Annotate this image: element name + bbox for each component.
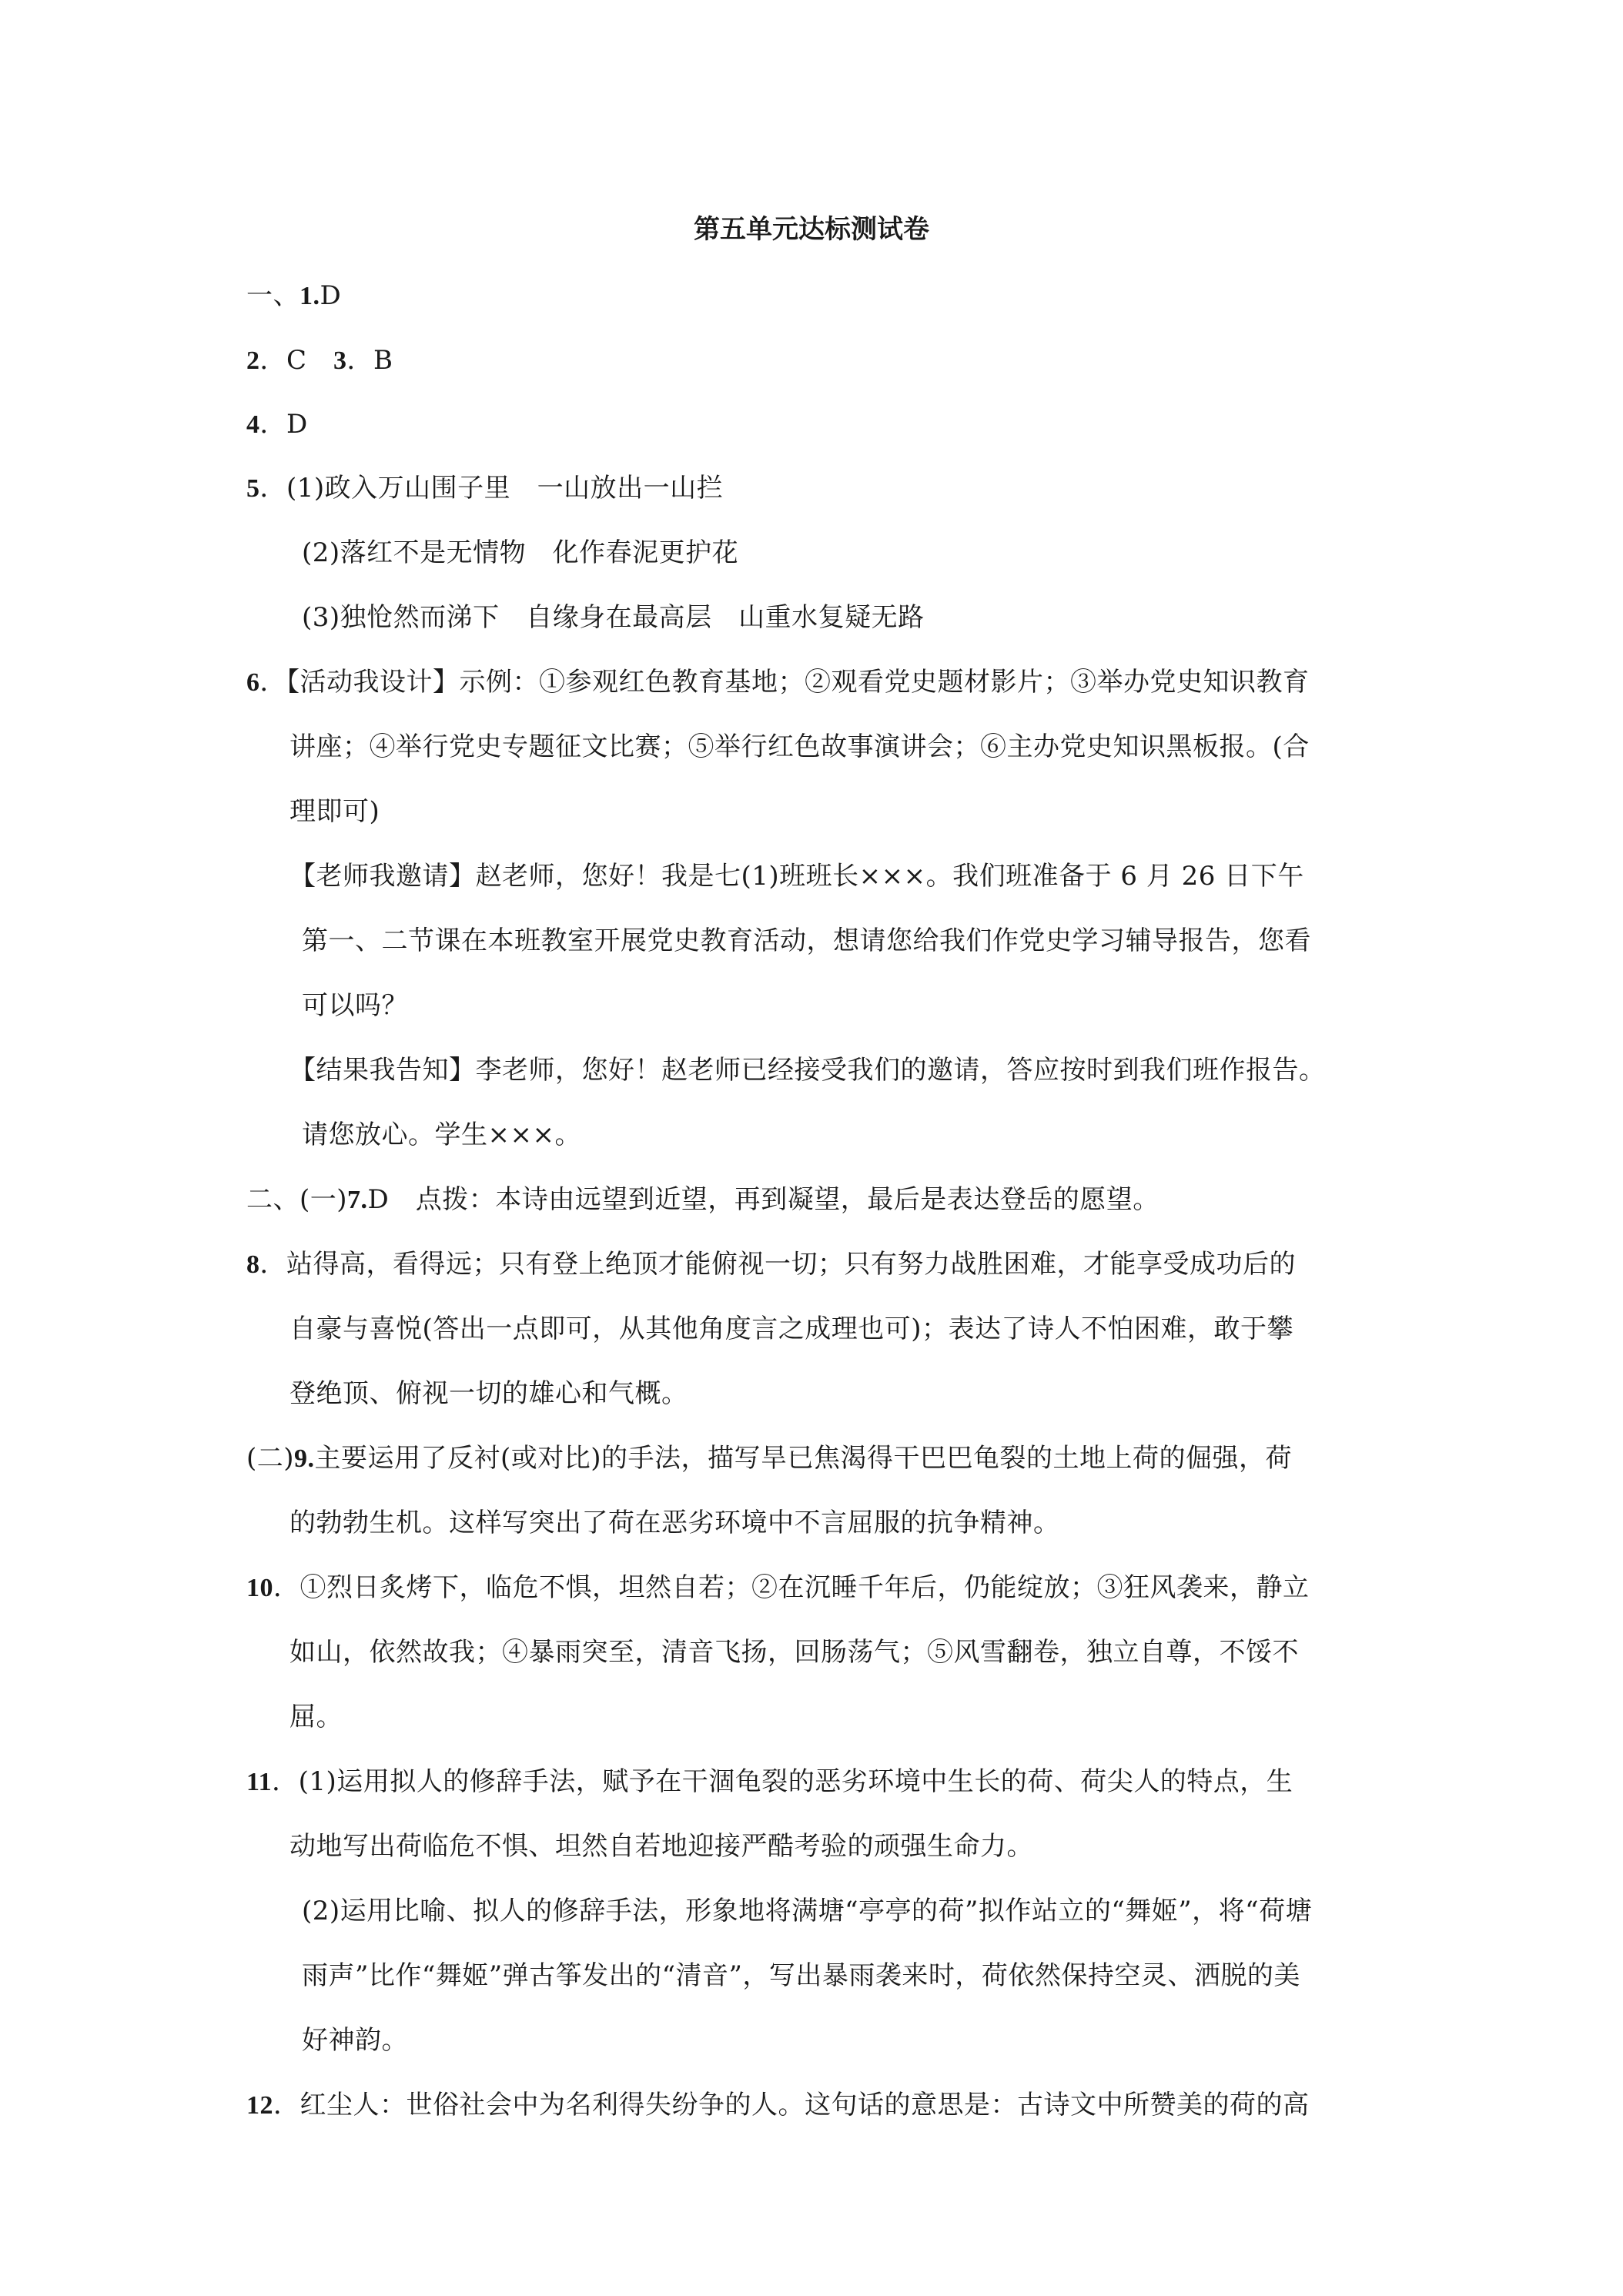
- answer-text: 【老师我邀请】赵老师，您好！我是七(1)班班长×××。我们班准备于 6 月 26 日下午: [289, 861, 1304, 892]
- answer-line-8: [246, 1244, 1296, 1285]
- answer-text: 可以吗？: [302, 990, 408, 1021]
- answer-line-8-3: [289, 1374, 688, 1414]
- answer-text: ．红尘人：世俗社会中为名利得失纷争的人。这句话的意思是：古诗文中所赞美的荷的高: [273, 2090, 1310, 2120]
- answer-line-5: [246, 468, 723, 509]
- answer-text: 雨声”比作“舞姬”弹古筝发出的“清音”，写出暴雨袭来时，荷依然保持空灵、洒脱的美: [302, 1960, 1300, 1991]
- page-title: 第五单元达标测试卷: [694, 214, 929, 245]
- answer-line-9: [246, 1438, 1292, 1479]
- answer-text: 屈。: [289, 1702, 343, 1732]
- answer-text: 登绝顶、俯视一切的雄心和气概。: [289, 1378, 688, 1409]
- question-number: 12: [246, 2091, 273, 2120]
- answer-text: 好神韵。: [302, 2025, 408, 2056]
- answer-text: D: [320, 280, 342, 311]
- answer-text: 的勃勃生机。这样写突出了荷在恶劣环境中不言屈服的抗争精神。: [289, 1508, 1060, 1538]
- answer-line-11: [246, 1762, 1293, 1802]
- question-number: 7.: [347, 1186, 368, 1214]
- answer-line-6-4: [289, 856, 1304, 896]
- section-prefix: (二): [246, 1443, 295, 1474]
- question-number: 3: [333, 346, 347, 375]
- question-number: 9.: [294, 1444, 315, 1473]
- section-prefix: 二、(一): [246, 1184, 348, 1215]
- answer-text: 自豪与喜悦(答出一点即可，从其他角度言之成理也可)；表达了诗人不怕困难，敢于攀: [289, 1314, 1294, 1344]
- answer-line-4: [246, 404, 308, 445]
- question-number: 8: [246, 1250, 260, 1279]
- answer-text: 请您放心。学生×××。: [302, 1120, 581, 1150]
- answer-line-6: [246, 662, 1310, 703]
- answer-text: ．(1)运用拟人的修辞手法，赋予在干涸龟裂的恶劣环境中生长的荷、荷尖人的特点，生: [272, 1766, 1293, 1797]
- answer-line-11-2: [289, 1826, 1033, 1866]
- answer-line-6-5: [302, 921, 1311, 961]
- answer-line-6-7: [289, 1050, 1326, 1090]
- question-number: 11: [246, 1768, 273, 1796]
- answer-text: 第一、二节课在本班教室开展党史教育活动，想请您给我们作党史学习辅导报告，您看: [302, 925, 1311, 956]
- answer-line-10-3: [289, 1697, 343, 1737]
- answer-text: ．站得高，看得远；只有登上绝顶才能俯视一切；只有努力战胜困难，才能享受成功后的: [259, 1249, 1296, 1280]
- answer-line-10-2: [289, 1632, 1299, 1672]
- answer-text: 【结果我告知】李老师，您好！赵老师已经接受我们的邀请，答应按时到我们班作报告。: [289, 1055, 1326, 1086]
- answer-line-7: [246, 1180, 1160, 1220]
- answer-text: ．【活动我设计】示例：①参观红色教育基地；②观看党史题材影片；③举办党史知识教育: [259, 667, 1310, 698]
- answer-text: 讲座；④举行党史专题征文比赛；⑤举行红色故事演讲会；⑥主办党史知识黑板报。(合: [289, 731, 1310, 762]
- answer-text: ．(1)政入万山围子里 一山放出一山拦: [259, 473, 724, 504]
- question-number: 4: [246, 410, 260, 439]
- question-number: 6: [246, 668, 260, 697]
- answer-line-11-4: [302, 1956, 1300, 1996]
- question-number: 5: [246, 474, 260, 503]
- answer-text: (2)运用比喻、拟人的修辞手法，形象地将满塘“亭亭的荷”拟作站立的“舞姬”，将“荷塘: [302, 1896, 1313, 1926]
- question-number: 2: [246, 346, 260, 375]
- answer-text: ．B: [346, 345, 393, 376]
- answer-line-10: [246, 1568, 1310, 1608]
- answer-line-1: [246, 276, 341, 316]
- answer-line-8-2: [289, 1309, 1293, 1349]
- answer-line-12: [246, 2085, 1310, 2126]
- answer-line-11-5: [302, 2020, 408, 2060]
- answer-line-5-3: [302, 597, 925, 638]
- answer-line-9-2: [289, 1503, 1060, 1543]
- answer-text: D 点拨：本诗由远望到近望，再到凝望，最后是表达登岳的愿望。: [367, 1184, 1160, 1215]
- answer-line-11-3: [302, 1891, 1312, 1931]
- answer-text: 如山，依然故我；④暴雨突至，清音飞扬，回肠荡气；⑤风雪翻卷，独立自尊，不馁不: [289, 1637, 1299, 1668]
- answer-text: ．D: [259, 409, 308, 440]
- answer-line-5-2: [302, 533, 738, 573]
- question-number: 1.: [300, 282, 320, 310]
- answer-line-6-2: [289, 727, 1310, 767]
- answer-text: ．C: [259, 345, 334, 376]
- answer-text: 动地写出荷临危不惧、坦然自若地迎接严酷考验的顽强生命力。: [289, 1831, 1033, 1862]
- answer-line-6-6: [302, 986, 408, 1026]
- answer-text: (2)落红不是无情物 化作春泥更护花: [302, 537, 739, 568]
- answer-text: (3)独怆然而涕下 自缘身在最高层 山重水复疑无路: [302, 602, 925, 633]
- answer-line-6-3: [289, 792, 380, 832]
- question-number: 10: [246, 1574, 273, 1602]
- answer-line-2: [246, 340, 393, 381]
- answer-text: 理即可): [289, 796, 380, 827]
- answer-line-6-8: [302, 1115, 581, 1155]
- answer-text: ．①烈日炙烤下，临危不惧，坦然自若；②在沉睡千年后，仍能绽放；③狂风袭来，静立: [273, 1572, 1310, 1603]
- answer-text: 主要运用了反衬(或对比)的手法，描写旱已焦渴得干巴巴龟裂的土地上荷的倔强，荷: [314, 1443, 1293, 1474]
- section-prefix: 一、: [246, 280, 300, 311]
